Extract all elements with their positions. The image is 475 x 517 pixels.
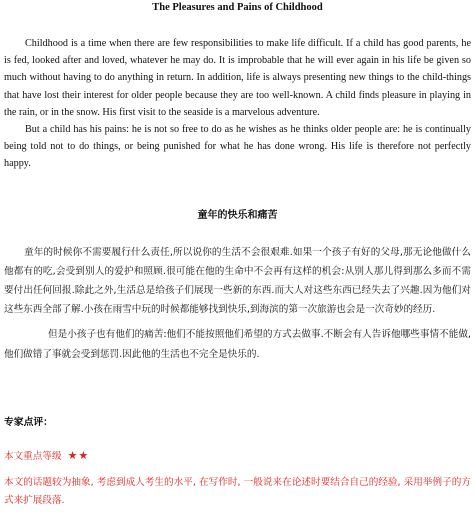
chinese-paragraph-2: 但是小孩子也有他们的痛苦:他们不能按照他们希望的方式去做事.不断会有人告诉他哪些事情不能做,他们做错了事就会受到惩罚.因此他的生活也不完全是快乐的. xyxy=(4,329,471,360)
star-rating-icon: ★★ xyxy=(67,448,90,462)
expert-review-heading: 专家点评： xyxy=(4,416,53,428)
english-paragraph-1: Childhood is a time when there are few responsibilities to make life difficult. If a child has good parents, he is fed, looked after and loved, whatever he may do. It is improbable that he will ever again in his life be given so much without having to do anything in return. In addition, life is always presenting new things to the child-things that have lost their interest for older people because they are too well-known. A child finds pleasure in playing in the rain, or in the snow. His first visit to the seaside is a marvelous adventure. xyxy=(4,38,471,118)
document-page xyxy=(4,0,471,511)
importance-level xyxy=(4,449,471,464)
chinese-title: 童年的快乐和痛苦 xyxy=(197,209,278,221)
chinese-paragraph-1: 童年的时候你不需要履行什么责任,所以说你的生活不会很艰难.如果一个孩子有好的父母,那无论他做什么他都有的吃,会受到别人的爱护和照顾.很可能在他的生命中不会再有这样的机会:从别人那儿得到那么多而不需要付出任何回报.除此之外,生活总是给孩子们展现一些新的东西.而大人对这些东西已经失去了兴趣.因为他们对这些东西全部了解.小孩在雨雪中玩的时候都能够找到快乐,到海滨的第一次旅游也会是一次奇妙的经历. xyxy=(4,246,471,316)
english-title: The Pleasures and Pains of Childhood xyxy=(152,2,323,13)
chinese-passage xyxy=(4,243,471,364)
expert-review-text: 本文的话题较为抽象, 考虑到成人考生的水平, 在写作时, 一般说来在论述时要结合自己的经验, 采用举例子的方式来扩展段落. xyxy=(4,476,471,507)
importance-level-label: 本文重点等级 xyxy=(4,450,62,462)
english-passage xyxy=(4,35,471,173)
english-paragraph-2: But a child has his pains: he is not so free to do as he wishes as he thinks older people are: he is continually being told not to do things, or being punished for what he has done wrong. His life is therefore not perfectly happy. xyxy=(4,124,471,170)
